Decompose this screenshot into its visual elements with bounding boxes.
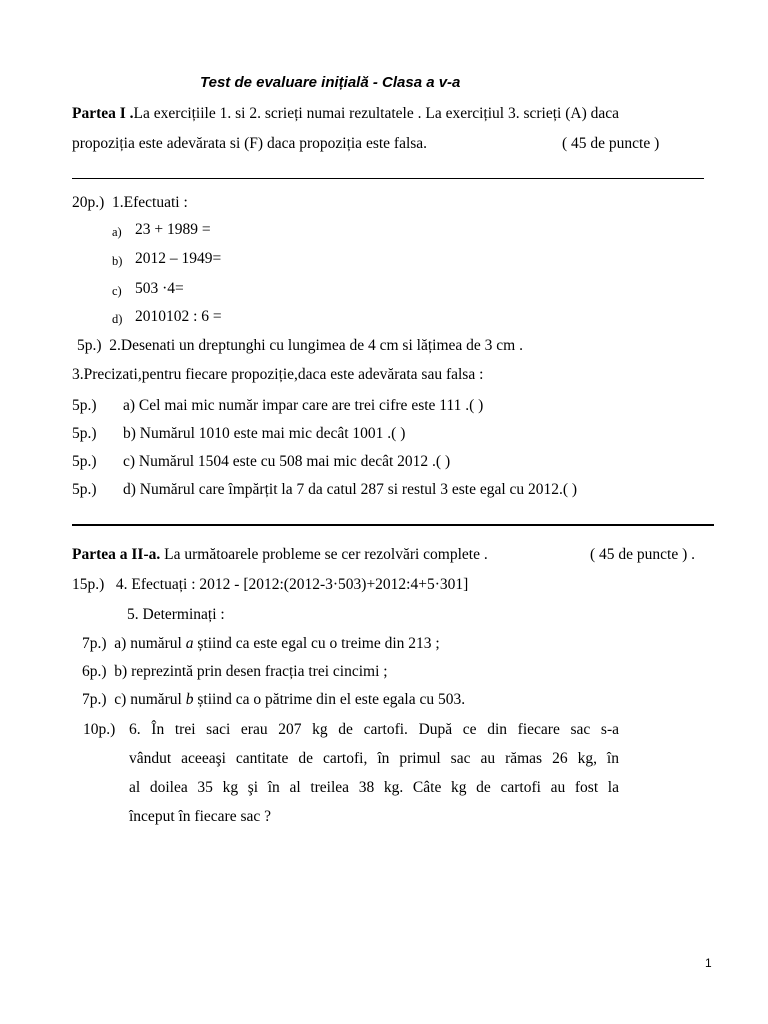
part2-intro xyxy=(72,546,488,564)
ex4-text: 4. Efectuați : 2012 - [2012:(2012-3·503)+2012:4+5·301] xyxy=(115,576,469,593)
ex2-points: 5p.) xyxy=(77,337,102,354)
item-letter: c) xyxy=(112,284,122,298)
ex6-line4: început în fiecare sac ? xyxy=(129,808,271,825)
ex1-item-a-text: 23 + 1989 = xyxy=(135,221,211,238)
ex5-a-points: 7p.) xyxy=(82,635,107,652)
part1-heading: Partea I . xyxy=(72,105,134,122)
ex3-item-c-points: 5p.) xyxy=(72,453,97,470)
ex1-item-b xyxy=(112,252,122,270)
ex1-item-d xyxy=(112,310,122,328)
ex5-c-points: 7p.) xyxy=(82,691,107,708)
underline-divider xyxy=(72,178,704,179)
ex1-points: 20p.) xyxy=(72,194,105,211)
item-letter: d) xyxy=(112,312,123,326)
item-letter: a) xyxy=(112,225,122,239)
part2-heading: Partea a II-a. xyxy=(72,546,161,563)
ex1-header xyxy=(72,194,188,212)
ex1-item-c xyxy=(112,282,122,300)
part2-points: ( 45 de puncte ) . xyxy=(590,546,696,563)
section-divider xyxy=(72,524,714,526)
ex5-a-post: știind ca este egal cu o treime din 213 ; xyxy=(193,635,440,652)
part1-intro-line1 xyxy=(72,105,619,123)
ex3-item-d-text: d) Numărul care împărțit la 7 da catul 287 si restul 3 este egal cu 2012.( ) xyxy=(123,481,578,498)
page-title: Test de evaluare inițială - Clasa a v-a xyxy=(200,74,461,91)
ex4 xyxy=(72,576,468,594)
part2-intro-text: La următoarele probleme se cer rezolvări complete . xyxy=(164,546,488,563)
ex3-item-a-points: 5p.) xyxy=(72,397,97,414)
ex3-item-b-text: b) Numărul 1010 este mai mic decât 1001 .( ) xyxy=(123,425,406,442)
ex6-points: 10p.) xyxy=(83,721,116,738)
ex2 xyxy=(77,337,523,355)
ex1-label: 1.Efectuati : xyxy=(112,194,188,211)
ex3-item-c-text: c) Numărul 1504 este cu 508 mai mic decât 2012 .( ) xyxy=(123,453,451,470)
ex4-points: 15p.) xyxy=(72,576,105,593)
ex1-item-a xyxy=(112,223,122,241)
ex3-item-d-points: 5p.) xyxy=(72,481,97,498)
ex5-c-var: b xyxy=(185,691,194,708)
ex5-c-pre: c) numărul xyxy=(114,691,186,708)
ex1-item-d-text: 2010102 : 6 = xyxy=(135,308,222,325)
part1-intro-text: La exercițiile 1. si 2. scrieți numai rezultatele . La exercițiul 3. scrieți (A) daca xyxy=(133,105,619,122)
part1-points: ( 45 de puncte ) xyxy=(562,135,660,152)
ex3-item-b-points: 5p.) xyxy=(72,425,97,442)
ex5-c-post: știind ca o pătrime din el este egala cu 503. xyxy=(193,691,466,708)
part1-intro-line2: propoziția este adevărata si (F) daca propoziția este falsa. xyxy=(72,135,428,152)
ex6-line1: 6. În trei saci erau 207 kg de cartofi. După ce din fiecare sac s-a xyxy=(129,721,619,738)
ex5-a-var: a xyxy=(185,635,194,652)
ex5-a xyxy=(82,635,440,653)
ex5-b-points: 6p.) xyxy=(82,663,107,680)
ex2-text: 2.Desenati un dreptunghi cu lungimea de 4 cm si lățimea de 3 cm . xyxy=(109,337,523,354)
ex3-label: 3.Precizati,pentru fiecare propoziție,daca este adevărata sau falsa : xyxy=(72,366,484,383)
ex5-c xyxy=(82,691,465,709)
ex5-b-text: b) reprezintă prin desen fracția trei cincimi ; xyxy=(114,663,388,680)
ex6-line3: al doilea 35 kg şi în al treilea 38 kg. Câte kg de cartofi au fost la xyxy=(129,779,619,796)
page-number: 1 xyxy=(705,956,712,970)
ex5-label: 5. Determinați : xyxy=(127,606,225,623)
ex5-a-pre: a) numărul xyxy=(114,635,186,652)
ex5-b xyxy=(82,663,388,681)
ex6-line2: vândut aceeaşi cantitate de cartofi, în primul sac au rămas 26 kg, în xyxy=(129,750,619,767)
ex3-item-a-text: a) Cel mai mic număr impar care are trei cifre este 111 .( ) xyxy=(123,397,484,414)
ex1-item-b-text: 2012 – 1949= xyxy=(135,250,222,267)
ex1-item-c-text: 503 ·4= xyxy=(135,280,184,297)
item-letter: b) xyxy=(112,254,123,268)
